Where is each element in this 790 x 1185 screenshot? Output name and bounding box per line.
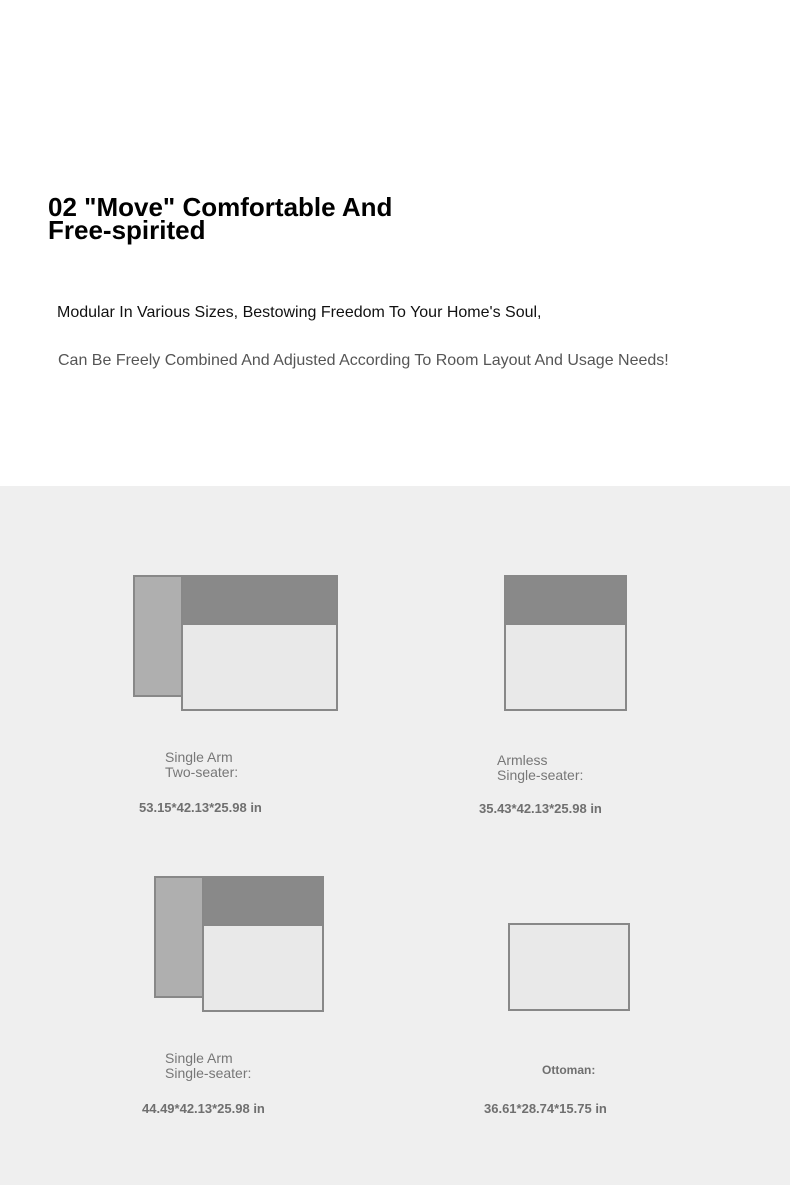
module-dimensions: 53.15*42.13*25.98 in [139, 800, 262, 815]
sofa-back-shape [202, 876, 324, 926]
module-label [165, 1051, 251, 1081]
sofa-seat-shape [181, 623, 338, 711]
title-line-1: 02 "Move" Comfortable And [48, 192, 393, 222]
sofa-seat-shape [202, 924, 324, 1012]
subtitle-line-2: Can Be Freely Combined And Adjusted According To Room Layout And Usage Needs! [58, 352, 669, 369]
subtitle-line-1: Modular In Various Sizes, Bestowing Freedom To Your Home's Soul, [57, 304, 542, 321]
module-dimensions: 44.49*42.13*25.98 in [142, 1101, 265, 1116]
module-label-line-2: Two-seater: [165, 764, 239, 780]
module-label-line-1: Armless [497, 752, 548, 768]
module-label: Ottoman: [542, 1063, 596, 1077]
sofa-back-shape [504, 575, 627, 625]
module-dimensions: 35.43*42.13*25.98 in [479, 801, 602, 816]
module-label-line-2: Single-seater: [497, 767, 584, 783]
ottoman-shape [508, 923, 630, 1011]
modules-section [0, 486, 790, 1185]
module-label [497, 753, 583, 783]
module-label [165, 750, 238, 780]
module-label-line-1: Single Arm [165, 1050, 233, 1066]
sofa-arm-shape [133, 575, 183, 697]
module-label-line-1: Single Arm [165, 749, 233, 765]
module-dimensions: 36.61*28.74*15.75 in [484, 1101, 607, 1116]
title-line-2: Free-spirited [48, 215, 206, 245]
intro-section [0, 0, 790, 486]
sofa-back-shape [181, 575, 338, 625]
sofa-arm-shape [154, 876, 204, 998]
module-label-line-2: Single-seater: [165, 1065, 252, 1081]
sofa-seat-shape [504, 623, 627, 711]
section-title [48, 192, 393, 245]
